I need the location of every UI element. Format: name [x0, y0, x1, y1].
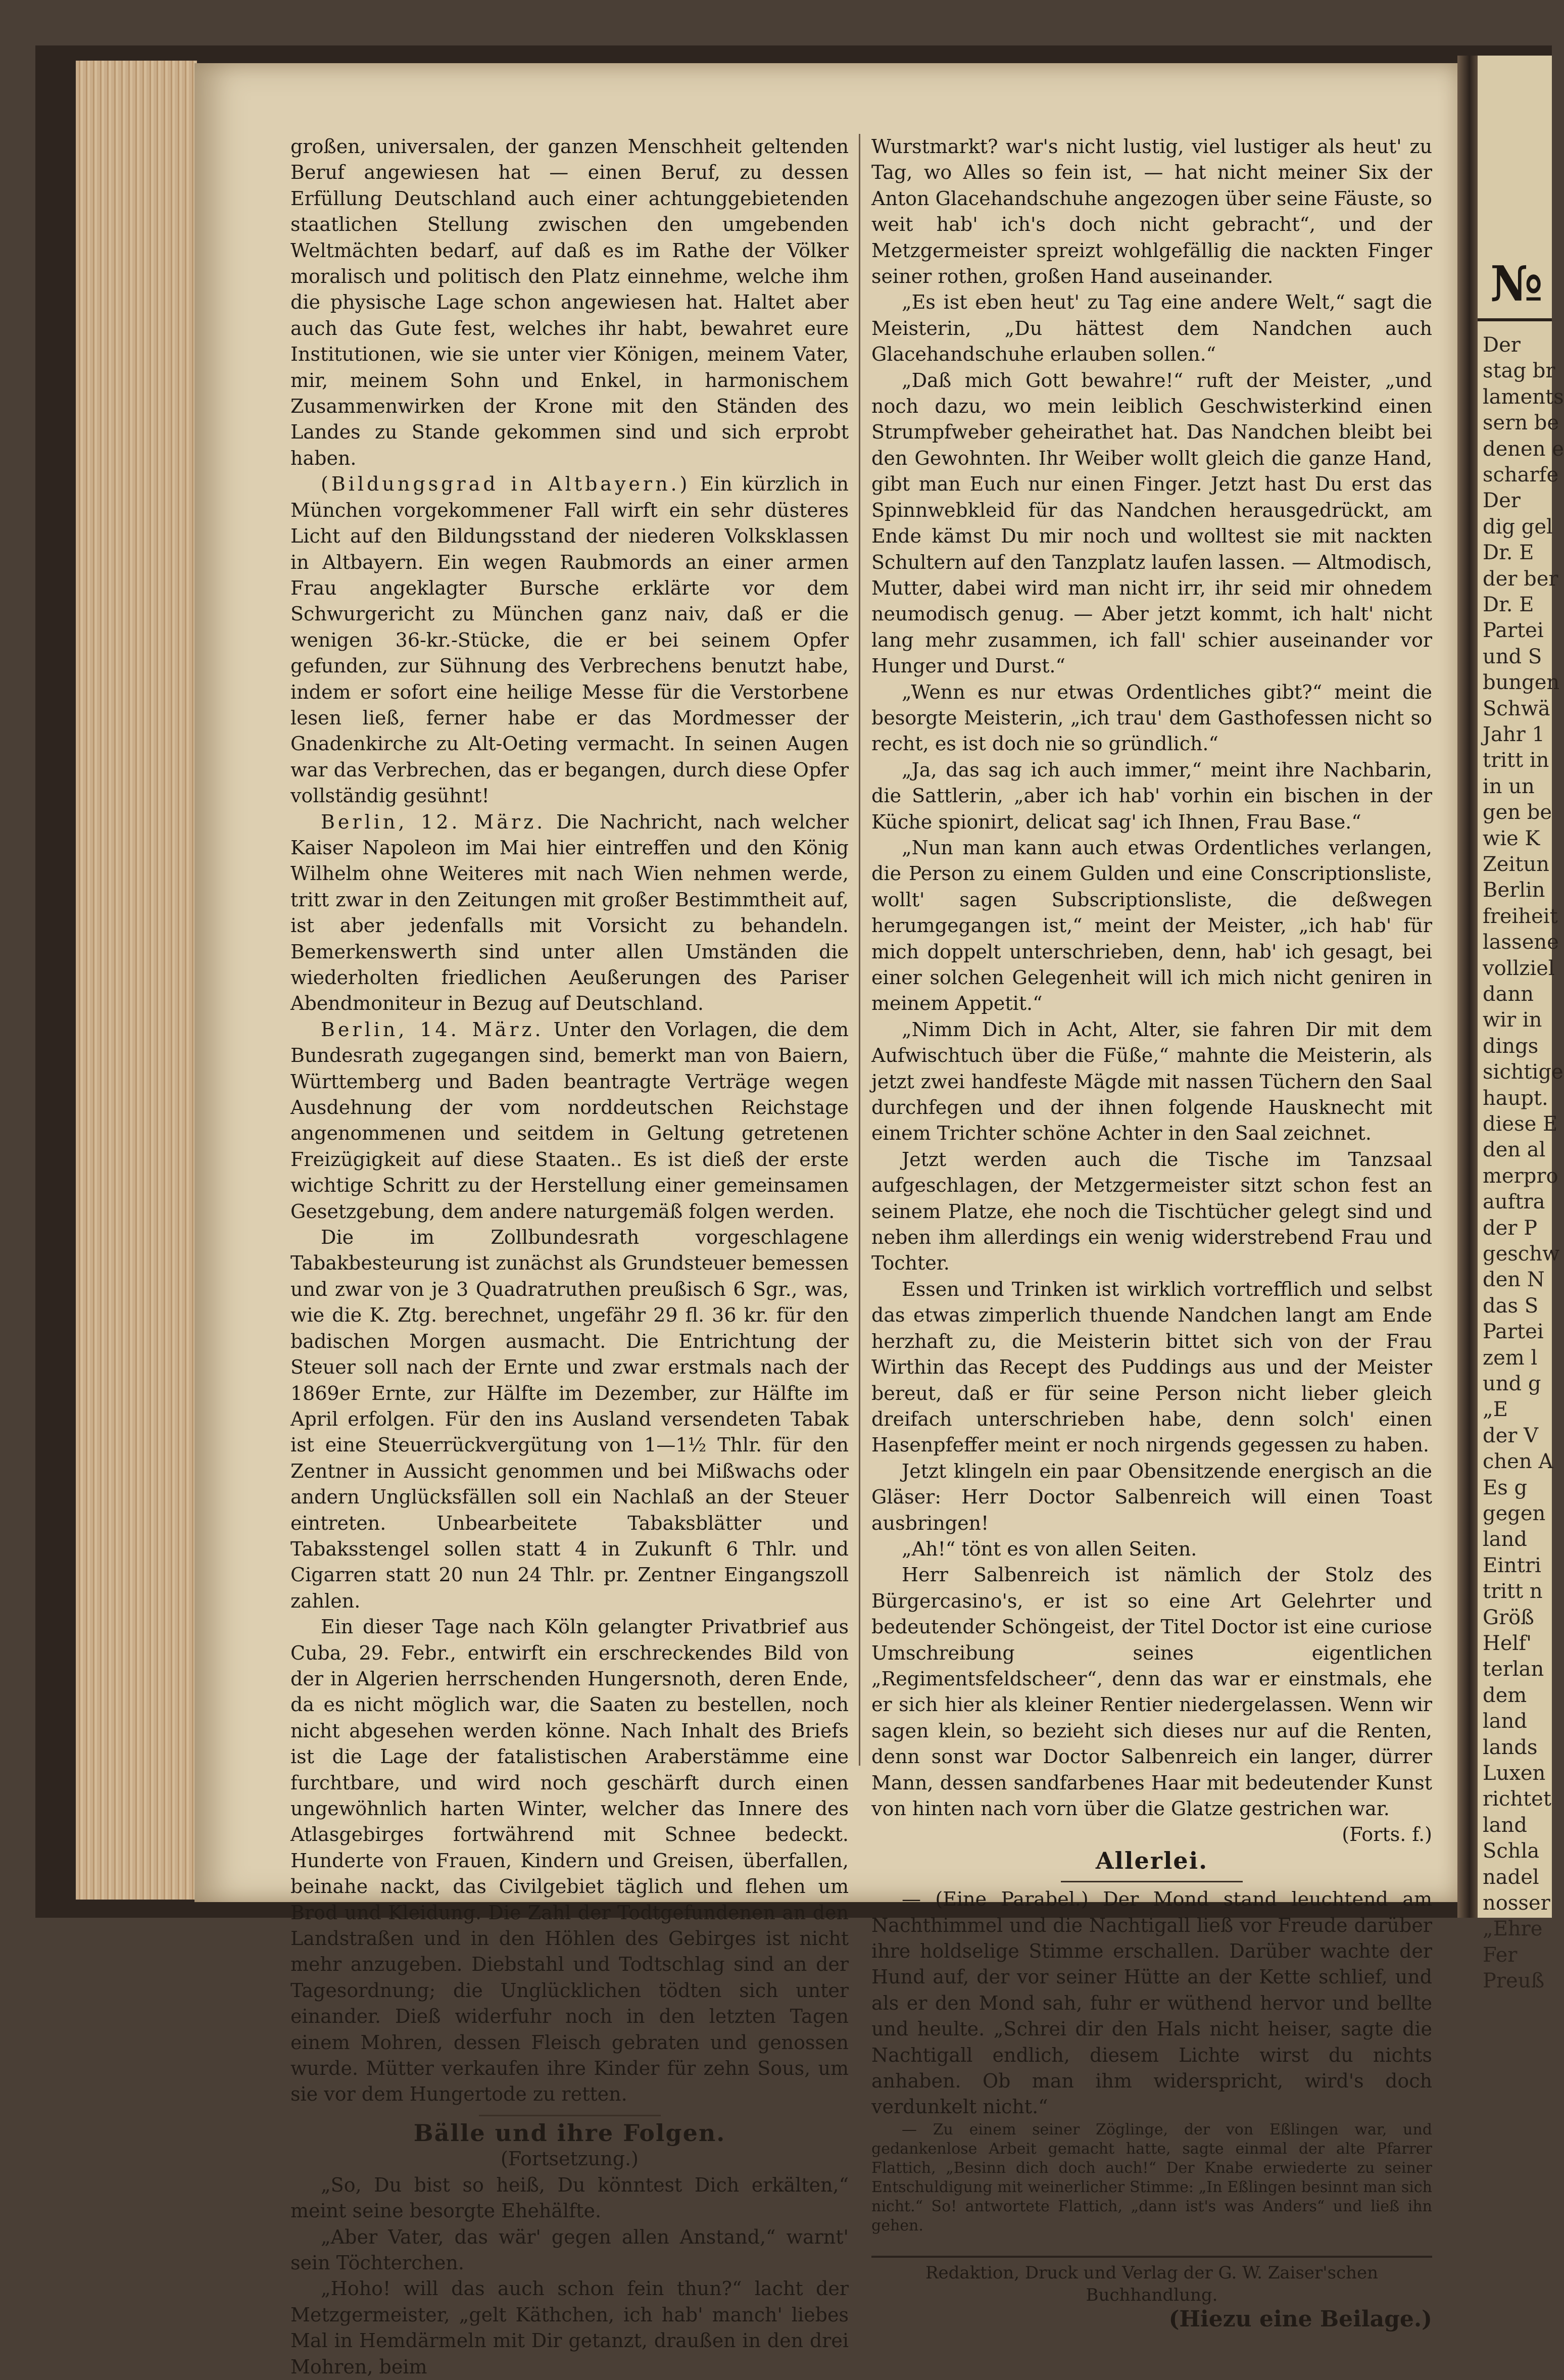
- right-page-line: dig gel: [1483, 515, 1553, 539]
- right-page-line: Dr. E: [1483, 541, 1534, 565]
- paragraph: Jetzt klingeln ein paar Obensitzende energisch an die Gläser: Herr Doctor Salbenreich will einen Toast ausbringen!: [871, 1460, 1432, 1534]
- right-page-line: sichtige: [1483, 1060, 1563, 1084]
- misc-section-title: Allerlei.: [1095, 1847, 1208, 1874]
- paragraph: „Ah!“ tönt es von allen Seiten.: [902, 1537, 1197, 1560]
- section-title: Berlin, 14. März.: [321, 1018, 544, 1041]
- right-page-line: nosser: [1483, 1891, 1550, 1915]
- right-page-line: „Ehre: [1483, 1917, 1543, 1941]
- right-page-line: scharfe: [1483, 463, 1559, 487]
- right-page-line: vollziel: [1483, 956, 1555, 980]
- paragraph: — (Eine Parabel.) Der Mond stand leuchtend am Nachthimmel und die Nachtigall ließ vor Freude darüber ihre holdselige Stimme erschallen. Darüber wachte der Hund auf, der vor seiner Hütte an der Kette schlief, und als er den Mond sah, fuhr er wüthend hervor und bellte und heulte. „Schrei dir den Hals nicht heiser, sagte die Nachtigall endlich, diesem Lichte wirst du nichts anhaben. Ob man ihm widerspricht, wird's doch verdunkelt nicht.“: [871, 1888, 1432, 2118]
- paragraph-text: Unter den Vorlagen, die dem Bundesrath zugegangen sind, bemerkt man von Baiern, Württemberg und Baden beantragte Verträge wegen Ausdehnung der vom norddeutschen Reichstage angenommenen und seitdem in Geltung getretenen Freizügigkeit auf diese Staaten.. Es ist dieß der erste wichtige Schritt zu der Herstellung einer gemeinsamen Gesetzgebung, dem andere naturgemäß folgen werden.: [290, 1018, 849, 1223]
- right-page-line: Schla: [1483, 1839, 1540, 1863]
- masthead-rule: [1478, 318, 1552, 321]
- right-page-line: Dr. E: [1483, 593, 1534, 616]
- right-page-line: Berlin: [1483, 879, 1545, 902]
- section-separator: [1061, 1881, 1243, 1882]
- paragraph: „Hoho! will das auch schon fein thun?“ lacht der Metzgermeister, „gelt Käthchen, ich hab' manch' liebes Mal in Hemdärmeln mit Dir getanzt, draußen in den drei Mohren, beim: [290, 2277, 849, 2378]
- right-page-line: der ber: [1483, 567, 1558, 591]
- right-page-fragment: [1478, 56, 1564, 1993]
- right-column: [871, 134, 1432, 2332]
- right-page-line: bungen: [1483, 671, 1560, 695]
- right-page-line: terlan: [1483, 1658, 1544, 1681]
- right-page-line: Der: [1483, 489, 1521, 513]
- right-page-line: der V: [1483, 1424, 1538, 1447]
- paragraph: „Daß mich Gott bewahre!“ ruft der Meister, „und noch dazu, wo mein leiblich Geschwisterkind einen Strumpfweber geheirathet hat. Das Nandchen bleibt bei den Gewohnten. Ihr Weiber wollt gleich die ganze Hand, gibt man Euch nur einen Finger. Jetzt hast Du erst das Spinnwebkleid für das Nandchen herausgedrückt, am Ende kämst Du mir noch und wolltest sie mit nackten Schultern auf den Tanzplatz laufen lassen. — Altmodisch, Mutter, dabei wird man nicht irr, ihr seid mir ohnedem neumodisch genug. — Aber jetzt kommt, ich halt' nicht lang mehr zusammen, ich fall' schier auseinander vor Hunger und Durst.“: [871, 369, 1432, 677]
- paragraph: Ein dieser Tage nach Köln gelangter Privatbrief aus Cuba, 29. Febr., entwirft ein erschreckendes Bild von der in Algerien herrschenden Hungersnoth, deren Ende, da es nicht möglich war, die Saaten zu bestellen, noch nicht abgesehen werden könne. Nach Inhalt des Briefs ist die Lage der fatalistischen Araberstämme eine furchtbare, und wird noch geschärft durch einen ungewöhnlich harten Winter, welcher das Innere des Atlasgebirges fortwährend mit Schnee bedeckt. Hunderte von Frauen, Kindern und Greisen, überfallen, beinahe nackt, das Civilgebiet täglich und flehen um Brod und Kleidung. Die Zahl der Todtgefundenen an den Landstraßen und in den Höhlen des Gebirges ist nicht mehr anzugeben. Diebstahl und Todtschlag sind an der Tagesordnung; die Unglücklichen tödten sich unter einander. Dieß widerfuhr noch in den letzten Tagen einem Mohren, dessen Fleisch gebraten und genossen wurde. Mütter verkaufen ihre Kinder für zehn Sous, um sie vor dem Hungertode zu retten.: [290, 1616, 849, 2106]
- section-separator: [479, 2115, 661, 2116]
- right-page-line: dem: [1483, 1683, 1527, 1707]
- paragraph: „Aber Vater, das wär' gegen allen Anstand,“ warnt' sein Töchterchen.: [290, 2225, 849, 2274]
- right-page-line: gegen: [1483, 1502, 1546, 1525]
- issue-number-sign: №: [1490, 255, 1543, 312]
- right-page-line: lassene: [1483, 931, 1559, 954]
- right-page-line: wir in: [1483, 1008, 1542, 1032]
- right-page-line: tritt n: [1483, 1580, 1543, 1604]
- story-title: Bälle und ihre Folgen.: [413, 2119, 726, 2147]
- right-page-line: Luxen: [1483, 1762, 1546, 1785]
- right-page-line: Jahr 1: [1483, 723, 1545, 746]
- paragraph: „So, Du bist so heiß, Du könntest Dich erkälten,“ meint seine besorgte Ehehälfte.: [290, 2173, 849, 2222]
- left-column: [290, 134, 849, 2380]
- supplement-note: (Hiezu eine Beilage.): [1168, 2306, 1432, 2332]
- paragraph: — Zu einem seiner Zöglinge, der von Eßlingen war, und gedankenlose Arbeit gemacht hatte, sagte einmal der alte Pfarrer Flattich, „Besinn dich doch auch!“ Der Knabe erwiederte zu seiner Entschuldigung mit weinerlicher Stimme: „In Eßlingen besinnt man sich nicht.“ So! antwortete Flattich, „dann ist's was Anders“ und ließ ihn gehen.: [871, 2120, 1432, 2235]
- right-page-line: Fer: [1483, 1943, 1518, 1967]
- paragraph: „Nun man kann auch etwas Ordentliches verlangen, die Person zu einem Gulden und eine Conscriptionsliste, wollt' sagen Subscriptionsliste, die deßwegen herumgegangen ist,“ meint der Meister, „ich hab' für mich doppelt unterschrieben, denn, hab' ich gesagt, bei einer solchen Gelegenheit will ich mich nicht geniren in meinem Appetit.“: [871, 836, 1432, 1015]
- right-page-line: freiheit: [1483, 904, 1558, 928]
- right-page-line: Partei: [1483, 619, 1544, 643]
- paragraph: Jetzt werden auch die Tische im Tanzsaal aufgeschlagen, der Metzgermeister sitzt schon fest an seinem Platze, ehe noch die Tischtücher gelegt sind und neben ihm allerdings ein wenig widerstrebend Frau und Tochter.: [871, 1148, 1432, 1275]
- paragraph: [290, 1017, 849, 1225]
- paragraph: Herr Salbenreich ist nämlich der Stolz des Bürgercasino's, er ist so eine Art Gelehrter und bedeutender Schöngeist, der Titel Doctor ist eine curiose Umschreibung seines eigentlichen „Regimentsfeldscheer“, denn das war er einstmals, ehe er sich hier als kleiner Rentier niedergelassen. Wenn wir sagen klein, so bezieht sich dieses nur auf die Renten, denn sonst war Doctor Salbenreich ein langer, dürrer Mann, dessen sandfarbenes Haar mit bedeutender Kunst von hinten nach vorn über die Glatze gestrichen war.: [871, 1564, 1432, 1820]
- right-page-line: laments: [1483, 385, 1564, 409]
- right-page-line: den N: [1483, 1268, 1545, 1292]
- right-page-line: nadel: [1483, 1865, 1539, 1889]
- paragraph-text: Die Nachricht, nach welcher Kaiser Napoleon im Mai hier eintreffen und den König Wilhelm ohne Weiteres mit nach Wien nehmen werde, tritt zwar in den Zeitungen mit großer Bestimmtheit auf, ist aber jedenfalls mit Vorsicht zu behandeln. Bemerkenswerth sind unter allen Umständen die wiederholten friedlichen Aeußerungen des Pariser Abendmoniteur in Bezug auf Deutschland.: [290, 810, 849, 1015]
- right-page-line: land: [1483, 1528, 1528, 1551]
- section-title: (Bildungsgrad in Altbayern.): [321, 473, 691, 496]
- right-page-line: Größ: [1483, 1606, 1534, 1629]
- right-page-line: auftra: [1483, 1190, 1545, 1214]
- continuation-note: (Forts. f.): [1342, 1823, 1432, 1846]
- right-page-line: Preuß: [1483, 1969, 1545, 1993]
- right-page-line: dings: [1483, 1034, 1539, 1058]
- right-page-line: stag br: [1483, 359, 1555, 383]
- right-page-line: und g: [1483, 1372, 1541, 1395]
- right-page-line: richtet: [1483, 1787, 1551, 1811]
- right-page-line: tritt in: [1483, 749, 1549, 772]
- paragraph: [290, 471, 849, 809]
- paragraph: großen, universalen, der ganzen Menschheit geltenden Beruf angewiesen hat — einen Beruf, zu dessen Erfüllung Deutschland auch einer achtunggebietenden staatlichen Stellung zwischen den umgebenden Weltmächten bedarf, auf daß es im Rathe der Völker moralisch und politisch den Platz einnehme, welche ihm die physische Lage schon angewiesen hat. Haltet aber auch das Gute fest, welches ihr habt, bewahret eure Institutionen, wie sie unter vier Königen, meinem Vater, mir, meinem Sohn und Enkel, in harmonischem Zusammenwirken der Krone mit den Ständen des Landes zu Stande gekommen sind und sich erprobt haben.: [290, 135, 849, 469]
- right-page-line: lands: [1483, 1735, 1538, 1759]
- paragraph: Die im Zollbundesrath vorgeschlagene Tabakbesteurung ist zunächst als Grundsteuer bemessen und zwar von je 3 Quadratruthen preußisch 6 Sgr., was, wie die K. Ztg. berechnet, ungefähr 29 fl. 36 kr. für den badischen Morgen ausmacht. Die Entrichtung der Steuer soll nach der Ernte und zwar erstmals nach der 1869er Ernte, zur Hälfte im Dezember, zur Hälfte im April erfolgen. Für den ins Ausland versendeten Tabak ist eine Steuerrückvergütung von 1—1½ Thlr. für den Zentner in Aussicht genommen und bei Mißwachs oder andern Unglücksfällen soll ein Nachlaß an der Steuer eintreten. Unbearbeitete Tabaksblätter und Tabaksstengel sollen statt 4 in Zukunft 6 Thlr. und Cigarren statt 20 nun 24 Thlr. pr. Zentner Eingangszoll zahlen.: [290, 1226, 849, 1612]
- paragraph: „Ja, das sag ich auch immer,“ meint ihre Nachbarin, die Sattlerin, „aber ich hab' vorhin ein bischen in der Küche spionirt, delicat sag' ich Ihnen, Frau Base.“: [871, 758, 1432, 833]
- book-gutter: [1457, 56, 1478, 1918]
- right-page-line: merpro: [1483, 1164, 1558, 1188]
- right-page-line: „E: [1483, 1398, 1508, 1422]
- right-page-line: gen be: [1483, 801, 1552, 824]
- right-page-line: Zeitun: [1483, 853, 1549, 876]
- paragraph: „Nimm Dich in Acht, Alter, sie fahren Dir mit dem Aufwischtuch über die Füße,“ mahnte die Meisterin, als jetzt zwei handfeste Mägde mit nassen Tüchern den Saal durchfegen und der ihnen folgende Hausknecht mit einem Trichter schöne Achter in den Saal zeichnet.: [871, 1018, 1432, 1145]
- column-divider: [859, 134, 860, 1766]
- right-page-line: Der: [1483, 333, 1521, 357]
- right-page-line: diese E: [1483, 1112, 1558, 1136]
- right-page-line: wie K: [1483, 827, 1540, 850]
- story-subtitle: (Fortsetzung.): [501, 2148, 639, 2170]
- right-page-line: Helf': [1483, 1632, 1532, 1655]
- right-page-line: land: [1483, 1813, 1528, 1837]
- right-page-line: land: [1483, 1710, 1528, 1733]
- paragraph-text: Ein kürzlich in München vorgekommener Fall wirft ein sehr düsteres Licht auf den Bildungsstand der niederen Volksklassen in Altbayern. Ein wegen Raubmords an einer armen Frau angeklagter Bursche erklärte vor dem Schwurgericht zu München ganz naiv, daß er die wenigen 36-kr.-Stücke, die er bei seinem Opfer gefunden, zur Sühnung des Verbrechens benutzt habe, indem er sofort eine heilige Messe für die Verstorbene lesen ließ, ferner habe er das Mordmesser der Gnadenkirche zu Alt-Oeting vermacht. In seinen Augen war das Verbrechen, das er begangen, durch diese Opfer vollständig gesühnt!: [290, 473, 849, 807]
- right-page-line: Partei: [1483, 1320, 1544, 1344]
- paragraph: „Wenn es nur etwas Ordentliches gibt?“ meint die besorgte Meisterin, „ich trau' dem Gasthofessen nicht so recht, es ist doch nie so gründlich.“: [871, 681, 1432, 755]
- publisher-line: Redaktion, Druck und Verlag der G. W. Zaiser'schen Buchhandlung.: [925, 2262, 1379, 2305]
- right-page-line: Schwä: [1483, 697, 1550, 720]
- page-edges: [76, 61, 197, 1900]
- paragraph: Essen und Trinken ist wirklich vortrefflich und selbst das etwas zimperlich thuende Nandchen langt am Ende herzhaft zu, die Meisterin bittet sich von der Frau Wirthin das Recept des Puddings aus und der Meister bereut, daß er für seine Person nicht lieber gleich dreifach unterschrieben habe, denn solch' einen Hasenpfeffer meint er noch nirgends gegessen zu haben.: [871, 1278, 1432, 1456]
- paragraph: [290, 809, 849, 1017]
- section-title: Berlin, 12. März.: [321, 810, 546, 833]
- right-page-line: sern be: [1483, 411, 1559, 435]
- right-page-line: haupt.: [1483, 1086, 1548, 1110]
- right-page-line: chen A: [1483, 1450, 1553, 1474]
- right-page-line: der P: [1483, 1216, 1538, 1240]
- right-page-line: Eintri: [1483, 1553, 1541, 1577]
- paragraph: „Es ist eben heut' zu Tag eine andere Welt,“ sagt die Meisterin, „Du hättest dem Nandchen auch Glacehandschuhe erlauben sollen.“: [871, 291, 1432, 366]
- right-page-line: dann: [1483, 983, 1534, 1006]
- right-page-line: das S: [1483, 1294, 1539, 1318]
- paragraph: Wurstmarkt? war's nicht lustig, viel lustiger als heut' zu Tag, wo Alles so fein ist, — hat nicht meiner Six der Anton Glacehandschuhe angezogen über seine Fäuste, so weit hab' ich's doch nicht gebracht“, und der Metzgermeister spreizt wohlgefällig die nackten Finger seiner rothen, großen Hand auseinander.: [871, 135, 1432, 288]
- right-page-line: den al: [1483, 1138, 1546, 1162]
- right-page-line: zem l: [1483, 1346, 1538, 1370]
- right-page-line: in un: [1483, 774, 1535, 798]
- right-page-line: denen e: [1483, 437, 1564, 461]
- right-page-line: Es g: [1483, 1476, 1528, 1499]
- footer-rule: [871, 2256, 1432, 2258]
- right-page-line: geschw: [1483, 1242, 1560, 1266]
- right-page-line: und S: [1483, 645, 1542, 668]
